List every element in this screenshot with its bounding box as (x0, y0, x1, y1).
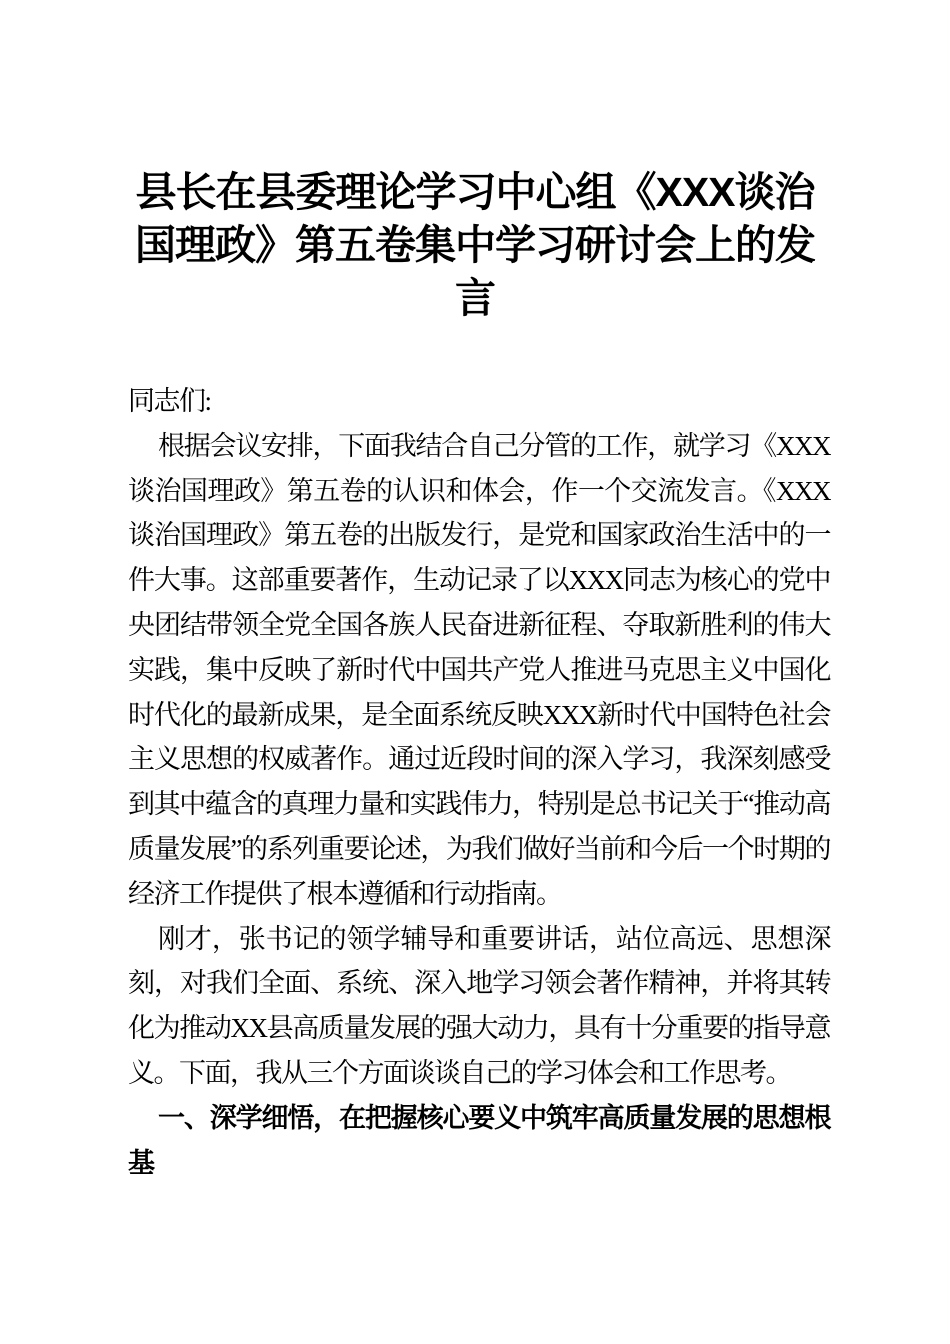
title-line-2: 国理政》第五卷集中学习研讨会上的发 (135, 222, 815, 268)
document-body (128, 379, 830, 1185)
title-line-1: 县长在县委理论学习中心组《XXX谈治 (135, 169, 815, 215)
paragraph-2: 刚才，张书记的领学辅导和重要讲话，站位高远、思想深刻，对我们全面、系统、深入地学习领会著作精神，并将其转化为推动XX县高质量发展的强大动力，具有十分重要的指导意义。下面，我从三个方面谈谈自己的学习体会和工作思考。 (128, 923, 830, 1088)
section-heading: 一、深学细悟，在把握核心要义中筑牢高质量发展的思想根基 (128, 1102, 830, 1178)
salutation: 同志们: (128, 386, 211, 416)
document-title (40, 166, 910, 325)
title-line-3: 言 (455, 275, 495, 321)
paragraph-1: 根据会议安排，下面我结合自己分管的工作，就学习《XXX谈治国理政》第五卷的认识和体会，作一个交流发言。《XXX谈治国理政》第五卷的出版发行，是党和国家政治生活中的一件大事。这部重要著作，生动记录了以XXX同志为核心的党中央团结带领全党全国各族人民奋进新征程、夺取新胜利的伟大实践，集中反映了新时代中国共产党人推进马克思主义中国化时代化的最新成果，是全面系统反映XXX新时代中国特色社会主义思想的权威著作。通过近段时间的深入学习，我深刻感受到其中蕴含的真理力量和实践伟力，特别是总书记关于“推动高质量发展”的系列重要论述，为我们做好当前和今后一个时期的经济工作提供了根本遵循和行动指南。 (128, 430, 830, 909)
